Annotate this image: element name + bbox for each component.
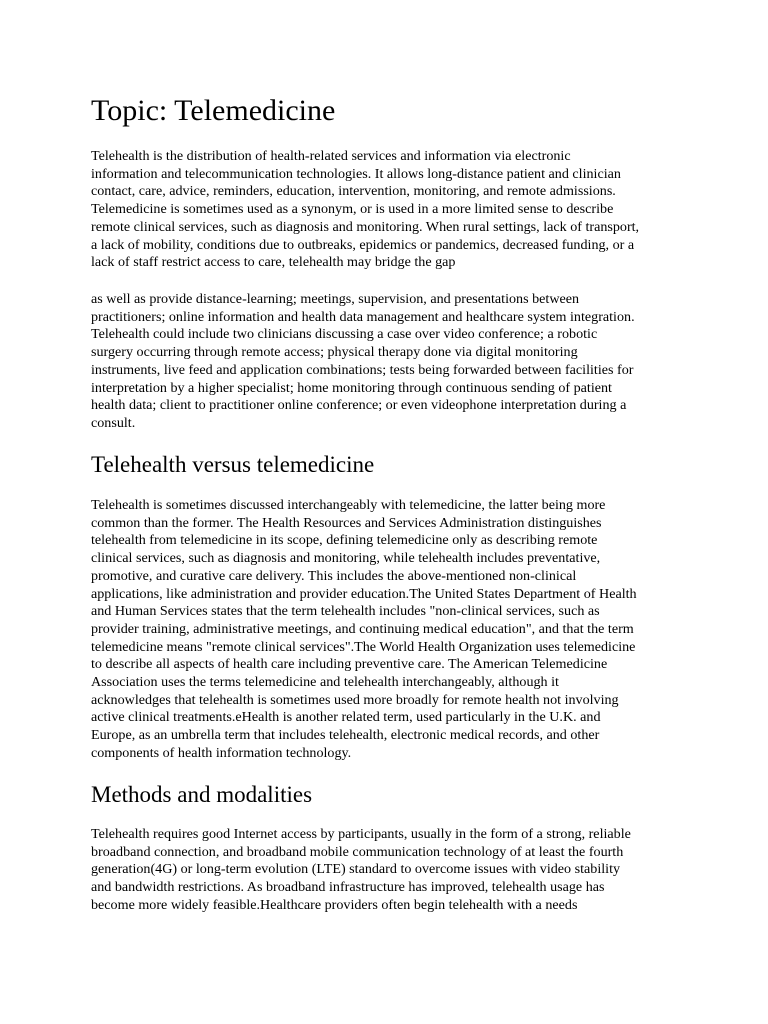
intro-paragraph-2 <box>91 291 687 433</box>
text-line: Telehealth could include two clinicians discussing a case over video conference; a robotic <box>91 326 598 343</box>
section-heading-methods-and-modalities: Methods and modalities <box>91 782 313 807</box>
text-line: consult. <box>91 414 136 431</box>
text-line: generation(4G) or long-term evolution (LTE) standard to overcome issues with video stability <box>91 861 621 878</box>
text-line: telemedicine means "remote clinical services".The World Health Organization uses telemedicine <box>91 638 636 655</box>
text-line: Telehealth is the distribution of health-related services and information via electronic <box>91 148 571 164</box>
text-line: instruments, live feed and application combinations; tests being forwarded between facilities for <box>91 361 634 378</box>
text-line: components of health information technology. <box>91 744 352 761</box>
text-line: as well as provide distance-learning; meetings, supervision, and presentations between <box>91 291 580 307</box>
text-line: acknowledges that telehealth is sometimes used more broadly for remote health not involving <box>91 691 619 708</box>
text-line: health data; client to practitioner online conference; or even videophone interpretation during a <box>91 397 627 414</box>
text-line: practitioners; online information and health data management and healthcare system integration. <box>91 308 635 325</box>
telehealth-vs-telemedicine-paragraph <box>91 497 687 763</box>
intro-paragraph-1 <box>91 148 687 272</box>
methods-and-modalities-paragraph <box>91 826 687 915</box>
text-line: active clinical treatments.eHealth is another related term, used particularly in the U.K. and <box>91 709 601 726</box>
text-line: Europe, as an umbrella term that includes telehealth, electronic medical records, and other <box>91 727 600 744</box>
text-line: applications, like administration and provider education.The United States Department of Health <box>91 585 637 602</box>
text-line: become more widely feasible.Healthcare providers often begin telehealth with a needs <box>91 896 578 913</box>
text-line: information and telecommunication technologies. It allows long-distance patient and clinician <box>91 165 621 182</box>
text-line: telehealth from telemedicine in its scope, defining telemedicine only as describing remote <box>91 532 598 549</box>
text-line: remote clinical services, such as diagnosis and monitoring. When rural settings, lack of transport, <box>91 218 640 235</box>
text-line: promotive, and curative care delivery. This includes the above-mentioned non-clinical <box>91 567 577 584</box>
text-line: to describe all aspects of health care including preventive care. The American Telemedicine <box>91 656 608 673</box>
text-line: Telemedicine is sometimes used as a synonym, or is used in a more limited sense to describe <box>91 201 614 218</box>
document-title: Topic: Telemedicine <box>91 94 336 127</box>
text-line: interpretation by a higher specialist; home monitoring through continuous sending of patient <box>91 379 612 396</box>
text-line: a lack of mobility, conditions due to outbreaks, epidemics or pandemics, decreased funding, or a <box>91 236 635 253</box>
section-heading-telehealth-vs-telemedicine: Telehealth versus telemedicine <box>91 452 375 477</box>
text-line: Association uses the terms telemedicine and telehealth interchangeably, although it <box>91 674 559 691</box>
text-line: Telehealth requires good Internet access by participants, usually in the form of a strong, reliable <box>91 826 631 842</box>
text-line: clinical services, such as diagnosis and monitoring, while telehealth includes preventative, <box>91 550 601 567</box>
text-line: lack of staff restrict access to care, telehealth may bridge the gap <box>91 254 456 271</box>
text-line: and Human Services states that the term telehealth includes "non-clinical services, such as <box>91 603 600 620</box>
text-line: contact, care, advice, reminders, education, intervention, monitoring, and remote admissions. <box>91 183 616 200</box>
text-line: surgery occurring through remote access; physical therapy done via digital monitoring <box>91 344 578 361</box>
text-line: Telehealth is sometimes discussed interchangeably with telemedicine, the latter being more <box>91 497 606 513</box>
text-line: provider training, administrative meetings, and continuing medical education", and that the term <box>91 620 634 637</box>
text-line: common than the former. The Health Resources and Services Administration distinguishes <box>91 514 602 531</box>
text-line: broadband connection, and broadband mobile communication technology of at least the fourth <box>91 843 624 860</box>
text-line: and bandwidth restrictions. As broadband infrastructure has improved, telehealth usage has <box>91 879 605 896</box>
